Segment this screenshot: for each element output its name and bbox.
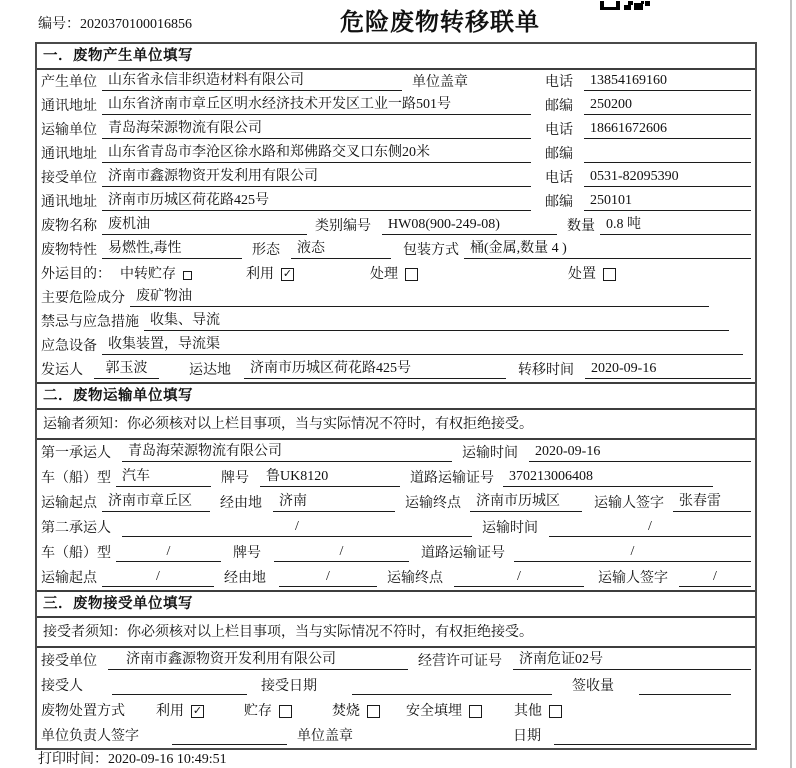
start1-value: 济南市章丘区 [102,492,210,512]
plate2-value: / [274,542,409,562]
via2-value: / [279,567,377,587]
producer-address-value: 山东省济南市章丘区明水经济技术开发区工业一路501号 [102,95,531,115]
zip-label: 邮编 [545,147,573,162]
carrier2-value: / [122,517,472,537]
consignor-row [37,358,755,382]
checkbox-dispose [603,268,616,281]
end1-value: 济南市历城区 [470,492,582,512]
purpose-option-transfer-storage [120,263,192,283]
vehicle-type1-label: 车（船）型 [41,471,111,486]
taboo-label: 禁忌与应急措施 [41,315,139,330]
vehicle-type2-value: / [116,542,221,562]
transfer-date-value: 2020-09-16 [585,359,751,379]
option-label: 利用 [246,267,274,282]
section-transporter [37,382,755,590]
section2-title: 二．废物运输单位填写 [37,384,755,410]
receiver-notice: 接受者须知：你必须核对以上栏目事项，当与实际情况不符时，有权拒绝接受。 [37,618,755,648]
checkbox-disposal-store [279,705,292,718]
print-time-value: 2020-09-16 10:49:51 [108,752,227,767]
plate2-label: 牌号 [233,546,261,561]
leader-sign-value [172,726,287,745]
equipment-row [37,334,755,358]
accept-unit-label: 接受单位 [41,654,97,669]
plate1-label: 牌号 [221,471,249,486]
transporter-notice: 运输者须知：你必须核对以上栏目事项，当与实际情况不符时，有权拒绝接受。 [37,410,755,440]
carrier1-row [37,440,755,465]
acceptor-row [37,673,755,698]
form-label: 形态 [252,243,280,258]
packing-label: 包装方式 [403,243,459,258]
zip-label: 邮编 [545,99,573,114]
serial-label: 编号： [38,17,80,32]
waste-name-row [37,214,755,238]
checkbox-treat [405,268,418,281]
end1-label: 运输终点 [405,496,461,511]
producer-address-row [37,94,755,118]
plate1-value: 鲁UK8120 [260,467,400,487]
date-value [554,726,751,745]
transport-time1-label: 运输时间 [462,446,518,461]
producer-value: 山东省永信非织造材料有限公司 [102,71,402,91]
purpose-row [37,262,755,286]
receiver-label: 接受单位 [41,171,97,186]
section3-title: 三．废物接受单位填写 [37,592,755,618]
section-producer [37,44,755,382]
disposal-label: 废物处置方式 [41,704,125,719]
receiver-address-row [37,190,755,214]
transfer-date-label: 转移时间 [518,363,574,378]
transporter-label: 运输单位 [41,123,97,138]
purpose-label: 外运目的： [41,267,111,282]
transport-time2-value: / [549,517,751,537]
transfer-form [35,42,757,750]
unit-seal-label: 单位盖章 [412,75,468,90]
page-edge-line [790,0,792,768]
accept-date-value [352,676,552,695]
leader-sign-row [37,723,755,748]
leader-sign-label: 单位负责人签字 [41,729,139,744]
carrier1-label: 第一承运人 [41,446,111,461]
address-label: 通讯地址 [41,99,97,114]
producer-row [37,70,755,94]
sign1-value: 张春雷 [673,492,751,512]
waste-name-value: 废机油 [102,215,307,235]
receiver-phone-value: 0531-82095390 [584,167,751,187]
taboo-value: 收集、导流 [144,311,729,331]
vehicle-type1-value: 汽车 [116,467,211,487]
road-permit1-label: 道路运输证号 [410,471,494,486]
print-time-label: 打印时间： [38,752,108,767]
accept-unit-value: 济南市鑫源物资开发利用有限公司 [108,650,408,670]
start1-label: 运输起点 [41,496,97,511]
route2-row [37,565,755,590]
receiver-zip-value: 250101 [584,191,751,211]
transporter-address-value: 山东省青岛市李沧区徐水路和郑佛路交叉口东侧20米 [102,143,531,163]
option-label: 中转贮存 [120,267,176,282]
category-value: HW08(900-249-08) [382,215,557,235]
component-value: 废矿物油 [130,287,709,307]
zip-label: 邮编 [545,195,573,210]
route1-row [37,490,755,515]
section1-title: 一．废物产生单位填写 [37,44,755,70]
consignor-value: 郭玉波 [94,359,159,379]
purpose-option-utilize [246,263,294,283]
form-value: 液态 [291,239,391,259]
via2-label: 经由地 [224,571,266,586]
address-label: 通讯地址 [41,147,97,162]
option-label: 其他 [514,704,542,719]
checkbox-disposal-incinerate [367,705,380,718]
option-label: 安全填埋 [406,704,462,719]
trait-label: 废物特性 [41,243,97,258]
transport-time1-value: 2020-09-16 [529,442,751,462]
carrier2-label: 第二承运人 [41,521,111,536]
end2-label: 运输终点 [387,571,443,586]
address-label: 通讯地址 [41,195,97,210]
transporter-address-row [37,142,755,166]
date-label: 日期 [513,729,541,744]
phone-label: 电话 [545,123,573,138]
option-label: 处置 [568,267,596,282]
disposal-option-incinerate [332,700,380,720]
producer-zip-value: 250200 [584,95,751,115]
serial-value: 2020370100016856 [80,17,192,32]
road-permit2-value: / [514,542,751,562]
via1-label: 经由地 [220,496,262,511]
sign2-value: / [679,567,751,587]
waste-trait-row [37,238,755,262]
option-label: 焚烧 [332,704,360,719]
purpose-option-treat [370,263,418,283]
disposal-row [37,698,755,723]
disposal-option-utilize [156,700,204,720]
transporter-value: 青岛海荣源物流有限公司 [102,119,531,139]
destination-label: 运达地 [189,363,231,378]
sign1-label: 运输人签字 [594,496,664,511]
document-header [0,0,796,42]
quantity-label: 数量 [567,219,595,234]
consignor-label: 发运人 [41,363,83,378]
receiver-value: 济南市鑫源物资开发利用有限公司 [102,167,531,187]
waste-name-label: 废物名称 [41,219,97,234]
accept-unit-row [37,648,755,673]
destination-value: 济南市历城区荷花路425号 [244,359,506,379]
disposal-option-other [514,700,562,720]
packing-value: 桶(金属,数量 4 ) [464,239,751,259]
page-title: 危险废物转移联单 [340,10,540,36]
option-label: 利用 [156,704,184,719]
acceptor-value [112,676,247,695]
vehicle-type2-label: 车（船）型 [41,546,111,561]
carrier1-value: 青岛海荣源物流有限公司 [122,442,452,462]
transporter-phone-value: 18661672606 [584,119,751,139]
license-label: 经营许可证号 [418,654,502,669]
road-permit2-label: 道路运输证号 [421,546,505,561]
phone-label: 电话 [545,171,573,186]
trait-value: 易燃性,毒性 [102,239,242,259]
start2-label: 运输起点 [41,571,97,586]
purpose-option-dispose [568,263,616,283]
transporter-zip-value [584,144,751,163]
vehicle2-row [37,540,755,565]
equipment-label: 应急设备 [41,339,97,354]
start2-value: / [102,567,214,587]
via1-value: 济南 [273,492,395,512]
option-label: 处理 [370,267,398,282]
equipment-value: 收集装置，导流渠 [102,335,743,355]
disposal-option-landfill [406,700,482,720]
transport-time2-label: 运输时间 [482,521,538,536]
component-label: 主要危险成分 [41,291,125,306]
amount-label: 签收量 [572,679,614,694]
producer-label: 产生单位 [41,75,97,90]
checkbox-disposal-other [549,705,562,718]
phone-label: 电话 [545,75,573,90]
receiver-row [37,166,755,190]
checkbox-utilize: ✓ [282,268,293,280]
qr-code-fragment [578,0,650,10]
license-value: 济南危证02号 [513,650,751,670]
option-label: 贮存 [244,704,272,719]
print-time [38,748,227,768]
taboo-row [37,310,755,334]
acceptor-label: 接受人 [41,679,83,694]
amount-value [639,676,731,695]
transporter-row [37,118,755,142]
category-label: 类别编号 [315,219,371,234]
producer-phone-value: 13854169160 [584,71,751,91]
quantity-value: 0.8 吨 [600,215,751,235]
vehicle1-row [37,465,755,490]
disposal-option-store [244,700,292,720]
accept-date-label: 接受日期 [261,679,317,694]
main-component-row [37,286,755,310]
road-permit1-value: 370213006408 [503,467,713,487]
checkbox-disposal-utilize: ✓ [192,705,203,717]
checkbox-disposal-landfill [469,705,482,718]
end2-value: / [454,567,584,587]
unit-seal-label: 单位盖章 [297,729,353,744]
section-receiver [37,590,755,748]
sign2-label: 运输人签字 [598,571,668,586]
receiver-address-value: 济南市历城区荷花路425号 [102,191,531,211]
carrier2-row [37,515,755,540]
checkbox-transfer-storage [183,271,192,280]
